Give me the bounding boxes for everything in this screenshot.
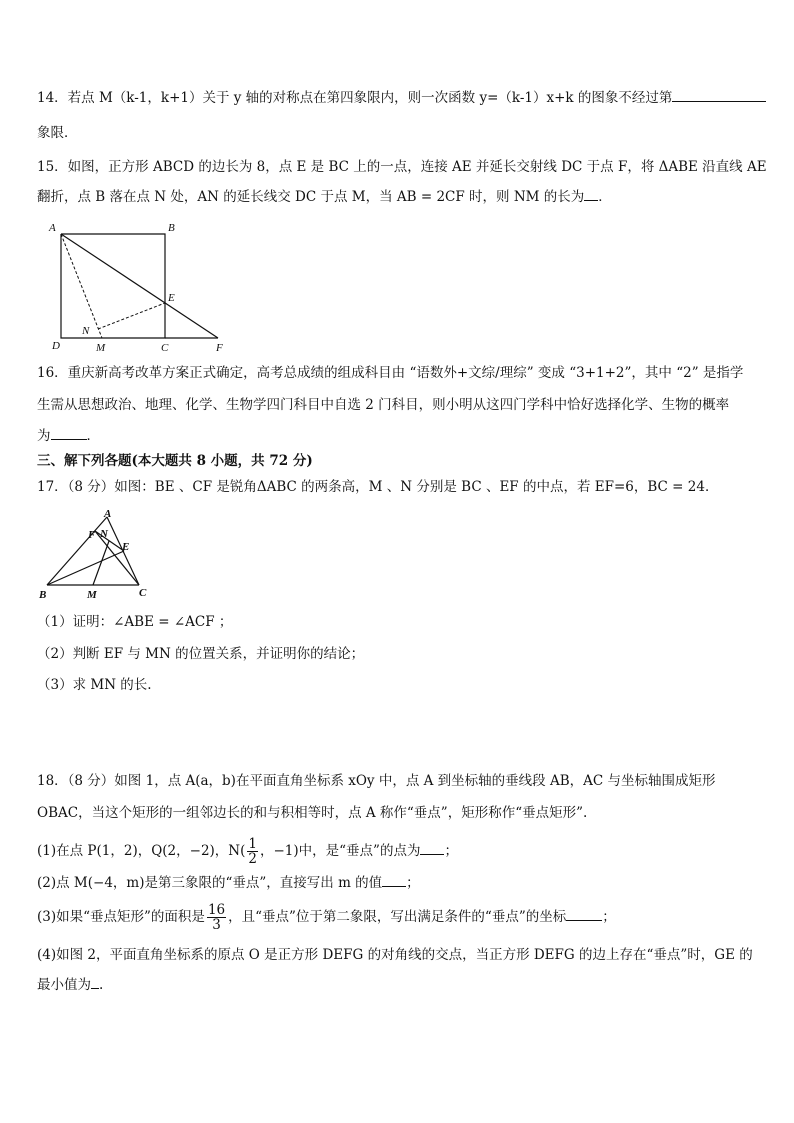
q15-answer-blank[interactable] (584, 188, 598, 201)
q17-label-c: C (139, 587, 147, 599)
q15-line-am (61, 234, 102, 338)
q15-figure (44, 218, 244, 356)
q15-line2 (37, 188, 612, 206)
q15-label-e: E (168, 292, 175, 304)
q15-label-m: M (96, 342, 106, 354)
q17-label-n: N (100, 528, 108, 540)
q16-line3 (37, 427, 100, 445)
q18-part4-blank[interactable] (91, 976, 99, 989)
q17-sub2: （2）判断 EF 与 MN 的位置关系，并证明你的结论； (37, 646, 365, 662)
q18-fraction-sixteen-thirds (207, 903, 226, 932)
q15-line1: 15．如图，正方形 ABCD 的边长为 8，点 E 是 BC 上的一点，连接 AE 并延长交射线 DC 于点 F，将 ΔABE 沿直线 AE (37, 159, 767, 175)
q17-label-e: E (122, 541, 130, 553)
q16-line2: 生需从思想政治、地理、化学、生物学四门科目中自选 2 门科目，则小明从这四门学科中恰好选择化学、生物的概率 (37, 397, 730, 413)
q14-text: 14．若点 M（k-1，k+1）关于 y 轴的对称点在第四象限内，则一次函数 y=（k-1）x+k 的图象不经过第 (37, 90, 673, 106)
q18-part4-end: . (99, 977, 104, 993)
fraction-numerator: 1 (248, 836, 257, 852)
q18-line2: OBAC，当这个矩形的一组邻边长的和与积相等时，点 A 称作“垂点”，矩形称作“垂点矩形”. (37, 805, 588, 821)
q18-line1: 18．（8 分）如图 1，点 A(a，b)在平面直角坐标系 xOy 中，点 A 到坐标轴的垂线段 AB，AC 与坐标轴围成矩形 (37, 773, 716, 789)
section-3-title: 三、解下列各题(本大题共 8 小题，共 72 分) (37, 453, 313, 469)
q18-part4-line1: (4)如图 2，平面直角坐标系的原点 O 是正方形 DEFG 的对角线的交点，当正方形 DEFG 的边上存在“垂点”时，GE 的 (37, 947, 753, 963)
q18-part2-text: (2)点 M(−4，m)是第三象限的“垂点”，直接写出 m 的值 (37, 875, 383, 891)
q15-period: ． (598, 189, 612, 205)
q15-label-d: D (52, 340, 60, 352)
q18-part2-end: ； (406, 875, 420, 891)
q17-side-ab (47, 517, 107, 585)
q18-part2-blank[interactable] (382, 874, 406, 887)
q18-part3-blank[interactable] (566, 908, 602, 921)
q17-sub1: （1）证明：∠ABE = ∠ACF ； (37, 614, 233, 630)
fraction-denominator: 3 (212, 917, 221, 933)
q17-label-m: M (87, 589, 97, 601)
q15-line-af (61, 234, 218, 338)
q17-label-b: B (39, 589, 47, 601)
q16-text: 为 (37, 428, 51, 444)
q18-part3-text: (3)如果“垂点矩形”的面积是 (37, 909, 205, 925)
q14-line2: 象限． (37, 125, 78, 141)
q16-line1: 16．重庆新高考改革方案正式确定，高考总成绩的组成科目由 “语数外+文综/理综” 变成 “3+1+2”，其中 “2” 是指学 (37, 365, 744, 381)
q18-part3-end: ； (602, 909, 616, 925)
q14-answer-blank[interactable] (672, 89, 766, 102)
q18-part1 (37, 836, 458, 866)
q18-fraction-half (247, 837, 258, 866)
fraction-denominator: 2 (248, 851, 257, 867)
q18-part4-line2 (37, 976, 103, 994)
q18-part3-text2: ，且“垂点”位于第二象限，写出满足条件的“垂点”的坐标 (228, 909, 567, 925)
q18-part1-blank[interactable] (420, 842, 444, 855)
q17-altitude-be (47, 551, 124, 585)
q16-answer-blank[interactable] (51, 427, 87, 440)
q15-text: 翻折，点 B 落在点 N 处，AN 的延长线交 DC 于点 M，当 AB = 2CF 时，则 NM 的长为 (37, 189, 585, 205)
q17-sub3: （3）求 MN 的长. (37, 677, 152, 693)
q17-line1: 17．（8 分）如图：BE 、CF 是锐角ΔABC 的两条高，M 、N 分别是 BC 、EF 的中点，若 EF=6，BC = 24． (37, 479, 719, 495)
q15-label-c: C (161, 342, 169, 354)
q15-label-a: A (49, 222, 56, 234)
q18-part1-end: ； (444, 843, 458, 859)
q18-part1-text: (1)在点 P(1，2)，Q(2，−2)，N( (37, 843, 246, 859)
q17-figure (36, 506, 156, 606)
q18-part1-text2: ，−1)中，是“垂点”的点为 (259, 843, 421, 859)
q17-label-f: F (88, 529, 96, 541)
q18-part2 (37, 874, 420, 892)
q17-label-a: A (104, 508, 112, 520)
q18-part3 (37, 902, 616, 932)
q16-period: ． (86, 428, 100, 444)
q15-line-ne (98, 303, 165, 329)
q18-part4-text: 最小值为 (37, 977, 91, 993)
q14-line1 (37, 89, 766, 107)
q15-square (61, 234, 165, 338)
q15-label-f: F (216, 342, 223, 354)
q15-label-b: B (168, 222, 175, 234)
q15-label-n: N (82, 325, 90, 337)
fraction-numerator: 16 (207, 902, 226, 918)
